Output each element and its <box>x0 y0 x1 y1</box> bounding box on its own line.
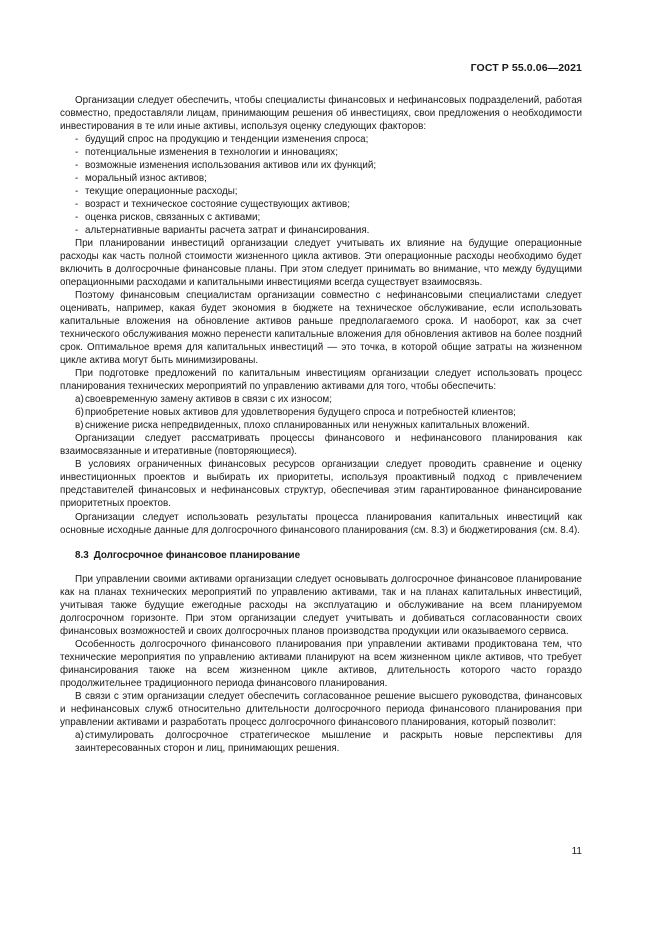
paragraph: В связи с этим организации следует обеспечить согласованное решение высшего руководства, финансовых и нефинансовых служб относительно длительности долгосрочного периода финансового планирования при управлении активами и разработать процесс долгосрочного финансового планирования, который позволит: <box>60 690 582 728</box>
list-item-text: снижение риска непредвиденных, плохо спланированных или ненужных капитальных вложений. <box>85 420 530 432</box>
list-item-text: возраст и техническое состояние существующих активов; <box>85 199 351 211</box>
section-title: Долгосрочное финансовое планирование <box>93 549 301 561</box>
list-item-text: стимулировать долгосрочное стратегическое мышление и раскрыть новые перспективы для заинтересованных сторон и лиц, принимающих решения. <box>75 729 582 754</box>
paragraph: При подготовке предложений по капитальным инвестициям организации следует использовать процесс планирования технических мероприятий по управлению активами для того, чтобы обеспечить: <box>60 368 582 393</box>
list-item-marker: - <box>75 199 79 211</box>
document-header-title: ГОСТ Р 55.0.06—2021 <box>470 62 582 74</box>
paragraph: При управлении своими активами организации следует основывать долгосрочное финансовое планирование как на планах технических мероприятий по управлению активами, так и на планах капитальных инвестиций, учитывая также будущие ежегодные расходы на эксплуатацию и обслуживание на всем планируемом долгосрочном горизонте. При этом организации следует учитывать и добиваться согласованности своих финансовых возможностей и своих долгосрочных планов производства продукции или оказываемого сервиса. <box>60 573 582 637</box>
list-item <box>60 224 582 237</box>
list-item <box>60 211 582 224</box>
list-item <box>60 198 582 211</box>
paragraph: Организации следует обеспечить, чтобы специалисты финансовых и нефинансовых подразделений, работая совместно, предоставляли лицам, принимающим решения об инвестициях, свои предложения о необходимости инвестирования в те или иные активы, используя оценку следующих факторов: <box>60 95 582 133</box>
paragraph: Организации следует использовать результаты процесса планирования капитальных инвестиций как основные исходные данные для долгосрочного финансового планирования (см. 8.3) и бюджетирования (см. 8.4). <box>60 511 582 536</box>
section-number: 8.3 <box>75 549 89 561</box>
list-item <box>60 172 582 185</box>
list-item <box>60 133 582 146</box>
list-item <box>60 185 582 198</box>
list-item <box>60 729 582 755</box>
list-item-text: оценка рисков, связанных с активами; <box>85 212 261 224</box>
list-item-marker: - <box>75 147 79 159</box>
paragraph: Поэтому финансовым специалистам организации совместно с нефинансовыми специалистами следует оценивать, например, какая будет экономия в бюджете на техническое обслуживание, если использовать капитальные вложения на обновление активов раньше предполагаемого срока. И наоборот, как за счет технического обслуживания можно перенести капитальные вложения для обновления активов на более поздний срок. Оптимальное время для капитальных инвестиций — это точка, в которой общие затраты на жизненном цикле актива могут быть минимизированы. <box>60 290 582 367</box>
list-item-marker: а) <box>75 729 84 741</box>
document-body <box>60 94 582 755</box>
list-item-marker: а) <box>75 394 84 406</box>
list-item-text: текущие операционные расходы; <box>85 186 238 198</box>
list-item <box>60 406 582 419</box>
list-item-marker: - <box>75 225 79 237</box>
list-item-text: альтернативные варианты расчета затрат и финансирования. <box>85 225 370 237</box>
paragraph: Особенность долгосрочного финансового планирования при управлении активами продиктована тем, что технические мероприятия по управлению активами планируют на всем жизненном цикле активов, что требует финансирования также на всем жизненном цикле активов, длительность которого часто гораздо продолжительнее традиционного периода финансового планирования. <box>60 638 582 689</box>
list-item-marker: - <box>75 160 79 172</box>
list-item-marker: - <box>75 134 79 146</box>
list-item-marker: - <box>75 186 79 198</box>
list-item <box>60 419 582 432</box>
list-item <box>60 146 582 159</box>
list-item-marker: б) <box>75 407 84 419</box>
paragraph: При планировании инвестиций организации следует учитывать их влияние на будущие операционные расходы как часть полной стоимости жизненного цикла активов. Эти операционные расходы необходимо будет включить в долгосрочные финансовые планы. При этом следует принимать во внимание, что между будущими операционными расходами и капитальными инвестициями всегда существует взаимосвязь. <box>60 238 582 289</box>
section-heading <box>60 549 582 562</box>
list-item <box>60 159 582 172</box>
list-item-text: возможные изменения использования активов или их функций; <box>85 160 377 172</box>
list-item-text: приобретение новых активов для удовлетворения будущего спроса и потребностей клиентов; <box>85 407 516 419</box>
paragraph: Организации следует рассматривать процессы финансового и нефинансового планирования как взаимосвязанные и итеративные (повторяющиеся). <box>60 433 582 458</box>
list-item-marker: - <box>75 173 79 185</box>
list-item-text: своевременную замену активов в связи с их износом; <box>85 394 332 406</box>
page-number: 11 <box>571 846 582 857</box>
list-item-marker: в) <box>75 420 84 432</box>
list-item-text: будущий спрос на продукцию и тенденции изменения спроса; <box>85 134 369 146</box>
list-item-text: потенциальные изменения в технологии и инновациях; <box>85 147 338 159</box>
list-item-text: моральный износ активов; <box>85 173 207 185</box>
paragraph: В условиях ограниченных финансовых ресурсов организации следует проводить сравнение и оценку инвестиционных проектов и выбирать их приоритеты, используя проактивный подход с привлечением представителей финансовых и нефинансовых структур, обеспечивая этим гарантированное финансирование приоритетных проектов. <box>60 459 582 510</box>
list-item <box>60 393 582 406</box>
list-item-marker: - <box>75 212 79 224</box>
